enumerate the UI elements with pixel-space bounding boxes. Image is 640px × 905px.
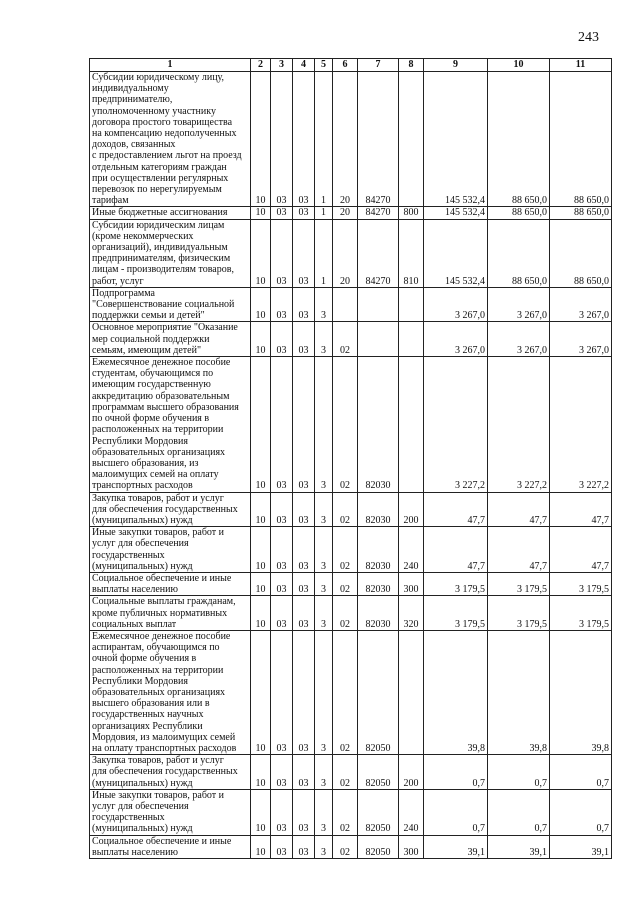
- code-vr: 300: [399, 835, 424, 858]
- code-om: 02: [333, 572, 358, 595]
- code-vr: [399, 72, 424, 207]
- amount-col9: 39,8: [424, 630, 488, 754]
- code-dir: 82030: [358, 527, 399, 573]
- column-header: 6: [333, 59, 358, 72]
- code-pr: 03: [293, 572, 315, 595]
- code-pr: 03: [293, 322, 315, 357]
- code-vr: 810: [399, 219, 424, 287]
- code-pr: 03: [293, 527, 315, 573]
- amount-col11: 47,7: [550, 527, 612, 573]
- code-gr: 10: [251, 596, 271, 631]
- row-name: Ежемесячное денежное пособие аспирантам, обучающимся по очной форме обучения в расположенных на территории Республики Мордовия образовательных организациях высшего образования или в государственных научных организациях Республики Мордовия, из малоимущих семей на оплату транспортных расходов: [90, 630, 251, 754]
- amount-col11: 3 227,2: [550, 357, 612, 492]
- amount-col9: 0,7: [424, 755, 488, 790]
- code-om: 02: [333, 492, 358, 527]
- code-om: 02: [333, 357, 358, 492]
- code-rz: 03: [271, 219, 293, 287]
- amount-col10: 0,7: [488, 789, 550, 835]
- code-pr: 03: [293, 755, 315, 790]
- table-row: [90, 527, 612, 573]
- code-vr: 200: [399, 492, 424, 527]
- code-vr: 800: [399, 207, 424, 219]
- column-header: 11: [550, 59, 612, 72]
- amount-col9: 145 532,4: [424, 207, 488, 219]
- code-dir: [358, 287, 399, 322]
- row-name: Социальные выплаты гражданам, кроме публичных нормативных социальных выплат: [90, 596, 251, 631]
- code-gr: 10: [251, 72, 271, 207]
- code-pr: 03: [293, 219, 315, 287]
- page-number: 243: [578, 30, 599, 45]
- amount-col11: 3 267,0: [550, 287, 612, 322]
- code-gr: 10: [251, 630, 271, 754]
- code-vr: 320: [399, 596, 424, 631]
- amount-col10: 88 650,0: [488, 219, 550, 287]
- code-dir: 82050: [358, 630, 399, 754]
- column-header: 4: [293, 59, 315, 72]
- code-vr: [399, 630, 424, 754]
- amount-col9: 47,7: [424, 527, 488, 573]
- amount-col10: 3 267,0: [488, 322, 550, 357]
- column-header: 9: [424, 59, 488, 72]
- column-header: 2: [251, 59, 271, 72]
- code-om: 20: [333, 219, 358, 287]
- table-row: [90, 492, 612, 527]
- column-header: 3: [271, 59, 293, 72]
- code-pr: 03: [293, 207, 315, 219]
- code-om: 02: [333, 835, 358, 858]
- code-dir: [358, 322, 399, 357]
- code-pr: 03: [293, 357, 315, 492]
- code-rz: 03: [271, 572, 293, 595]
- code-dir: 82030: [358, 492, 399, 527]
- code-om: 02: [333, 527, 358, 573]
- code-pr: 03: [293, 492, 315, 527]
- amount-col9: 3 267,0: [424, 287, 488, 322]
- code-gr: 10: [251, 492, 271, 527]
- code-rz: 03: [271, 755, 293, 790]
- amount-col11: 88 650,0: [550, 207, 612, 219]
- amount-col11: 3 267,0: [550, 322, 612, 357]
- code-dir: 82050: [358, 789, 399, 835]
- code-gr: 10: [251, 789, 271, 835]
- code-rz: 03: [271, 596, 293, 631]
- code-pr: 03: [293, 287, 315, 322]
- row-name: Закупка товаров, работ и услуг для обеспечения государственных (муниципальных) нужд: [90, 492, 251, 527]
- code-om: 02: [333, 755, 358, 790]
- header-row: [90, 59, 612, 72]
- code-om: 02: [333, 596, 358, 631]
- code-om: 02: [333, 789, 358, 835]
- code-rz: 03: [271, 492, 293, 527]
- code-vr: [399, 357, 424, 492]
- amount-col9: 3 227,2: [424, 357, 488, 492]
- code-pr: 03: [293, 789, 315, 835]
- code-pp: 3: [315, 630, 333, 754]
- code-pp: 3: [315, 789, 333, 835]
- code-gr: 10: [251, 322, 271, 357]
- code-pp: 1: [315, 72, 333, 207]
- code-pp: 1: [315, 207, 333, 219]
- code-pp: 3: [315, 572, 333, 595]
- column-header: 8: [399, 59, 424, 72]
- amount-col10: 88 650,0: [488, 207, 550, 219]
- table-row: [90, 835, 612, 858]
- column-header: 1: [90, 59, 251, 72]
- table-row: [90, 755, 612, 790]
- code-om: 02: [333, 630, 358, 754]
- amount-col10: 39,1: [488, 835, 550, 858]
- row-name: Иные бюджетные ассигнования: [90, 207, 251, 219]
- table-row: [90, 72, 612, 207]
- amount-col9: 47,7: [424, 492, 488, 527]
- amount-col11: 3 179,5: [550, 572, 612, 595]
- code-rz: 03: [271, 630, 293, 754]
- table-row: [90, 322, 612, 357]
- table-row: [90, 572, 612, 595]
- code-gr: 10: [251, 287, 271, 322]
- code-gr: 10: [251, 207, 271, 219]
- table-row: [90, 596, 612, 631]
- row-name: Субсидии юридическим лицам (кроме некоммерческих организаций), индивидуальным предпринимателям, физическим лицам - производителям товаров, работ, услуг: [90, 219, 251, 287]
- row-name: Социальное обеспечение и иные выплаты населению: [90, 835, 251, 858]
- column-header: 5: [315, 59, 333, 72]
- row-name: Закупка товаров, работ и услуг для обеспечения государственных (муниципальных) нужд: [90, 755, 251, 790]
- row-name: Подпрограмма "Совершенствование социальной поддержки семьи и детей": [90, 287, 251, 322]
- code-rz: 03: [271, 357, 293, 492]
- code-gr: 10: [251, 219, 271, 287]
- table-row: [90, 630, 612, 754]
- amount-col11: 88 650,0: [550, 72, 612, 207]
- table-header: [90, 59, 612, 72]
- row-name: Иные закупки товаров, работ и услуг для обеспечения государственных (муниципальных) нужд: [90, 527, 251, 573]
- code-vr: 300: [399, 572, 424, 595]
- amount-col9: 3 179,5: [424, 596, 488, 631]
- amount-col11: 88 650,0: [550, 219, 612, 287]
- code-vr: 240: [399, 527, 424, 573]
- amount-col9: 3 179,5: [424, 572, 488, 595]
- column-header: 7: [358, 59, 399, 72]
- amount-col9: 145 532,4: [424, 72, 488, 207]
- amount-col11: 39,8: [550, 630, 612, 754]
- code-pr: 03: [293, 630, 315, 754]
- code-gr: 10: [251, 527, 271, 573]
- amount-col11: 3 179,5: [550, 596, 612, 631]
- amount-col11: 39,1: [550, 835, 612, 858]
- code-rz: 03: [271, 322, 293, 357]
- code-pp: 3: [315, 322, 333, 357]
- code-pp: 3: [315, 527, 333, 573]
- code-rz: 03: [271, 207, 293, 219]
- code-gr: 10: [251, 835, 271, 858]
- code-vr: [399, 322, 424, 357]
- amount-col9: 145 532,4: [424, 219, 488, 287]
- amount-col9: 0,7: [424, 789, 488, 835]
- code-dir: 84270: [358, 72, 399, 207]
- code-rz: 03: [271, 835, 293, 858]
- amount-col10: 3 179,5: [488, 572, 550, 595]
- row-name: Основное мероприятие "Оказание мер социальной поддержки семьям, имеющим детей": [90, 322, 251, 357]
- code-om: 02: [333, 322, 358, 357]
- row-name: Иные закупки товаров, работ и услуг для обеспечения государственных (муниципальных) нужд: [90, 789, 251, 835]
- code-gr: 10: [251, 572, 271, 595]
- table-row: [90, 287, 612, 322]
- code-dir: 82030: [358, 572, 399, 595]
- amount-col10: 88 650,0: [488, 72, 550, 207]
- table-row: [90, 357, 612, 492]
- code-pp: 1: [315, 219, 333, 287]
- amount-col11: 0,7: [550, 789, 612, 835]
- budget-table: [89, 58, 612, 859]
- code-pp: 3: [315, 596, 333, 631]
- amount-col10: 3 179,5: [488, 596, 550, 631]
- code-dir: 84270: [358, 207, 399, 219]
- row-name: Ежемесячное денежное пособие студентам, обучающимся по имеющим государственную аккредитацию образовательным программам высшего образования по очной форме обучения в расположенных на территории Республики Мордовия образовательных организациях высшего образования, из малоимущих семей на оплату транспортных расходов: [90, 357, 251, 492]
- code-dir: 82050: [358, 835, 399, 858]
- code-vr: 240: [399, 789, 424, 835]
- table-row: [90, 219, 612, 287]
- table-row: [90, 207, 612, 219]
- code-pp: 3: [315, 287, 333, 322]
- code-pp: 3: [315, 492, 333, 527]
- code-gr: 10: [251, 755, 271, 790]
- code-dir: 82030: [358, 357, 399, 492]
- code-pp: 3: [315, 357, 333, 492]
- code-om: 20: [333, 207, 358, 219]
- row-name: Субсидии юридическому лицу, индивидуальному предпринимателю, уполномоченному участнику договора простого товарищества на компенсацию недополученных доходов, связанных с предоставлением льгот на проезд отдельным категориям граждан при осуществлении регулярных перевозок по нерегулируемым тарифам: [90, 72, 251, 207]
- table-row: [90, 789, 612, 835]
- code-rz: 03: [271, 789, 293, 835]
- code-pr: 03: [293, 72, 315, 207]
- amount-col9: 39,1: [424, 835, 488, 858]
- amount-col10: 0,7: [488, 755, 550, 790]
- code-rz: 03: [271, 527, 293, 573]
- code-pr: 03: [293, 835, 315, 858]
- table-body: [90, 72, 612, 859]
- code-pp: 3: [315, 835, 333, 858]
- amount-col10: 3 267,0: [488, 287, 550, 322]
- code-om: 20: [333, 72, 358, 207]
- column-header: 10: [488, 59, 550, 72]
- row-name: Социальное обеспечение и иные выплаты населению: [90, 572, 251, 595]
- code-rz: 03: [271, 72, 293, 207]
- code-dir: 82050: [358, 755, 399, 790]
- code-vr: 200: [399, 755, 424, 790]
- code-pp: 3: [315, 755, 333, 790]
- amount-col10: 47,7: [488, 527, 550, 573]
- amount-col9: 3 267,0: [424, 322, 488, 357]
- code-pr: 03: [293, 596, 315, 631]
- amount-col10: 47,7: [488, 492, 550, 527]
- amount-col11: 47,7: [550, 492, 612, 527]
- code-om: [333, 287, 358, 322]
- code-vr: [399, 287, 424, 322]
- amount-col10: 3 227,2: [488, 357, 550, 492]
- amount-col10: 39,8: [488, 630, 550, 754]
- code-dir: 82030: [358, 596, 399, 631]
- code-rz: 03: [271, 287, 293, 322]
- amount-col11: 0,7: [550, 755, 612, 790]
- code-dir: 84270: [358, 219, 399, 287]
- code-gr: 10: [251, 357, 271, 492]
